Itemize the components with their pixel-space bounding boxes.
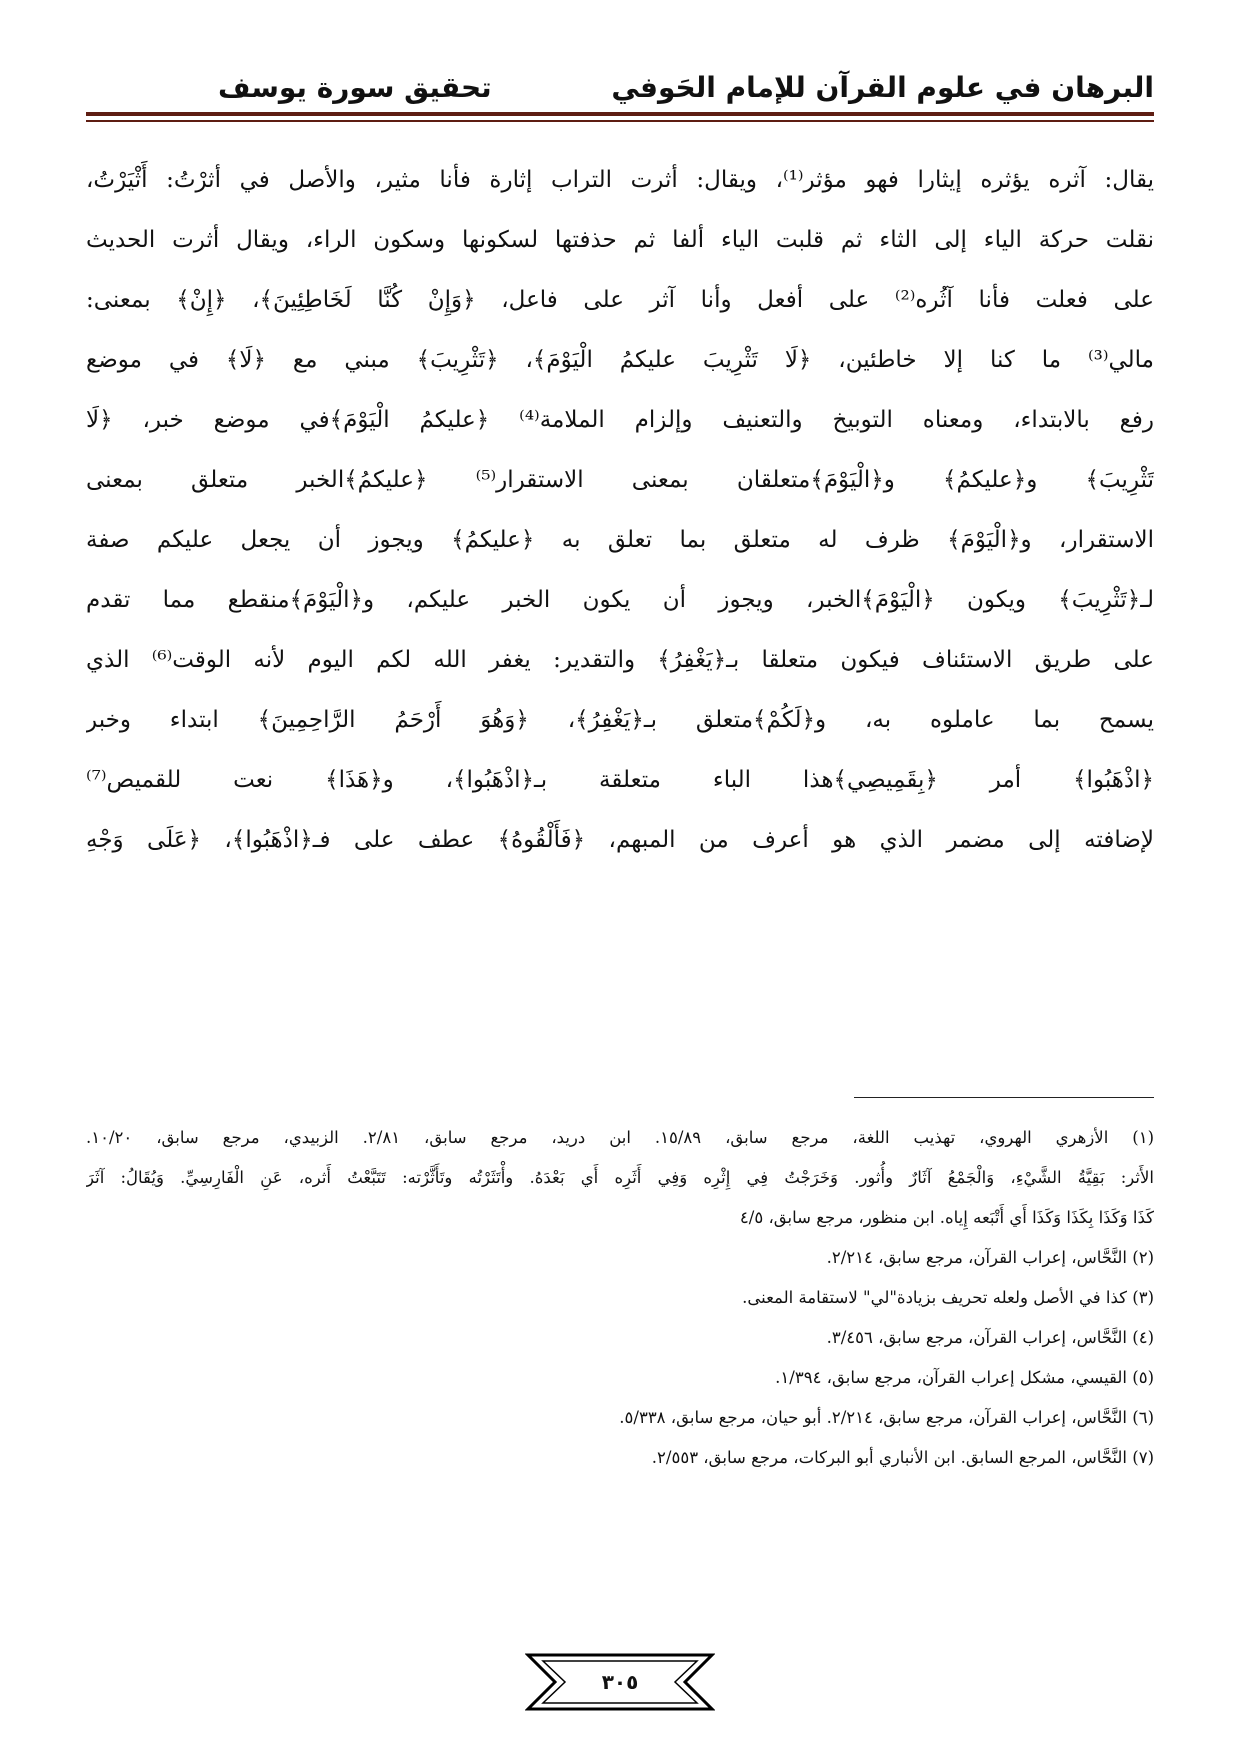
footnote-line: (٣) كذا في الأصل ولعله تحريف بزيادة"لي" لاستقامة المعنى.: [742, 1288, 1154, 1307]
book-title: البرهان في علوم القرآن للإمام الحَوفي: [611, 71, 1154, 104]
page-number: ٣٠٥: [601, 1670, 639, 1694]
text-line: لإضافته إلى مضمر الذي هو أعرف من المبهم، ﴿فَأَلْقُوهُ﴾ عطف على فـ﴿اذْهَبُوا﴾، ﴿عَلَى وَجْهِ: [86, 827, 1154, 853]
text-line: نقلت حركة الياء إلى الثاء ثم قلبت الياء ألفا ثم حذفتها لسكونها وسكون الراء، ويقال أثرت الحديث: [86, 227, 1154, 253]
footnote-line: (٦) النَّحَّاس، إعراب القرآن، مرجع سابق، ٢/٢١٤. أبو حيان، مرجع سابق، ٥/٣٣٨.: [619, 1408, 1154, 1427]
footnote-line: كَذَا وَكَذَا بِكَذَا وَكَذَا أَي أَتْبَعه إِياه. ابن منظور، مرجع سابق، ٤/٥: [739, 1208, 1154, 1227]
footnote-line: (٧) النَّحَّاس، المرجع السابق. ابن الأنباري أبو البركات، مرجع سابق، ٢/٥٥٣.: [651, 1448, 1154, 1467]
footnote-line: (٢) النَّحَّاس، إعراب القرآن، مرجع سابق، ٢/٢١٤.: [826, 1248, 1154, 1267]
text-line: يقال: آثره يؤثره إيثارا فهو مؤثر⁽¹⁾، ويقال: أثرت التراب إثارة فأنا مثير، والأصل في أثرْتُ: أَثْيَرْتُ،: [86, 167, 1154, 193]
footnote-line: (١) الأزهري الهروي، تهذيب اللغة، مرجع سابق، ١٥/٨٩. ابن دريد، مرجع سابق، ٢/٨١. الزبيدي، مرجع سابق، ١٠/٢٠.: [86, 1128, 1154, 1147]
text-line: ﴿اذْهَبُوا﴾ أمر ﴿بِقَمِيصِي﴾هذا الباء متعلقة بـ﴿اذْهَبُوا﴾، و﴿هَذَا﴾ نعت للقميص⁽⁷⁾: [86, 767, 1154, 793]
text-line: على طريق الاستئناف فيكون متعلقا بـ﴿يَغْفِرُ﴾ والتقدير: يغفر الله لكم اليوم لأنه الوقت⁽⁶⁾ الذي: [86, 647, 1154, 673]
text-line: لـ﴿تَثْرِيبَ﴾ ويكون ﴿الْيَوْمَ﴾الخبر، ويجوز أن يكون الخبر عليكم، و﴿الْيَوْمَ﴾منقطع مما تقدم: [86, 587, 1154, 613]
header-rule-thin: [86, 120, 1154, 122]
text-line: مالي⁽³⁾ ما كنا إلا خاطئين، ﴿لَا تَثْرِيبَ عليكمُ الْيَوْمَ﴾، ﴿تَثْرِيبَ﴾ مبني مع ﴿لَا﴾ في موضع: [86, 347, 1154, 373]
footnote-line: (٥) القيسي، مشكل إعراب القرآن، مرجع سابق، ١/٣٩٤.: [775, 1368, 1154, 1387]
text-line: على فعلت فأنا آثُره⁽²⁾ على أفعل وأنا آثر على فاعل، ﴿وَإِنْ كُنَّا لَخَاطِئِينَ﴾، ﴿إِنْ﴾ بمعنى:: [86, 287, 1154, 313]
footnote-line: (٤) النَّحَّاس، إعراب القرآن، مرجع سابق، ٣/٤٥٦.: [826, 1328, 1154, 1347]
study-title: تحقيق سورة يوسف: [218, 71, 492, 104]
text-line: الاستقرار، و﴿الْيَوْمَ﴾ ظرف له متعلق بما تعلق به ﴿عليكمُ﴾ ويجوز أن يجعل عليكم صفة: [86, 527, 1154, 553]
text-line: تَثْرِيبَ﴾ و﴿عليكمُ﴾ و﴿الْيَوْمَ﴾متعلقان بمعنى الاستقرار⁽⁵⁾ ﴿عليكمُ﴾الخبر متعلق بمعنى: [86, 467, 1154, 493]
text-line: يسمح بما عاملوه به، و﴿لَكُمْ﴾متعلق بـ﴿يَغْفِرُ﴾، ﴿وَهُوَ أَرْحَمُ الرَّاحِمِينَ﴾ ابتداء وخبر: [86, 707, 1154, 733]
page-number-badge: [525, 1652, 715, 1712]
header-rule-thick: [86, 112, 1154, 116]
main-text: [86, 150, 1154, 870]
page-header: [86, 64, 1154, 104]
footnote-line: الأَثر: بَقِيَّةُ الشَّيْءِ، وَالْجَمْعُ آثَارٌ وأُثور. وَخَرَجْتُ فِي إِثْرِه وَفِي أَثَرِه أَي بَعْدَهُ. وأْتَثَرْتُه وتَأَثَّرْته: تَتَبَّعْتُ أَثره، عَنِ الْفَارِسِيِّ. وَيُقَالُ: آثَرَ: [86, 1168, 1154, 1187]
text-line: رفع بالابتداء، ومعناه التوبيخ والتعنيف وإلزام الملامة⁽⁴⁾ ﴿عليكمُ الْيَوْمَ﴾في موضع خبر، ﴿لَا: [86, 407, 1154, 433]
footnotes: [86, 1118, 1154, 1478]
footnote-separator: [854, 1097, 1154, 1098]
